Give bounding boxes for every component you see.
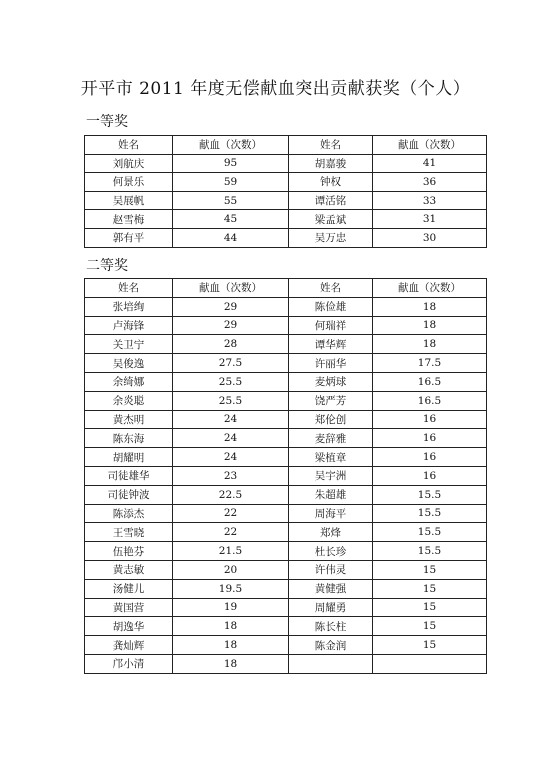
cell-donations: 24 — [173, 410, 289, 429]
cell-donations: 25.5 — [173, 391, 289, 410]
table-row — [85, 654, 487, 673]
cell-donations: 15 — [373, 579, 487, 598]
cell-name: 饶严芳 — [289, 391, 373, 410]
cell-donations: 15 — [373, 560, 487, 579]
cell-donations: 20 — [173, 560, 289, 579]
cell-name: 余绮娜 — [85, 372, 173, 391]
cell-name: 吴俊逸 — [85, 354, 173, 373]
cell-name: 张培绚 — [85, 297, 173, 316]
cell-donations: 19 — [173, 598, 289, 617]
cell-name: 周耀勇 — [289, 598, 373, 617]
cell-name: 胡嘉骏 — [289, 154, 373, 173]
cell-donations: 24 — [173, 429, 289, 448]
cell-donations: 18 — [173, 617, 289, 636]
cell-name: 郭有平 — [85, 228, 173, 247]
table-row — [85, 173, 487, 192]
cell-donations: 95 — [173, 154, 289, 173]
cell-donations — [373, 654, 487, 673]
cell-donations: 41 — [373, 154, 487, 173]
page-title: 开平市 2011 年度无偿献血突出贡献获奖（个人） — [80, 79, 471, 99]
table-row — [85, 335, 487, 354]
table-row — [85, 429, 487, 448]
table-row — [85, 617, 487, 636]
cell-donations: 31 — [373, 210, 487, 229]
table-row — [85, 466, 487, 485]
cell-donations: 28 — [173, 335, 289, 354]
cell-donations: 59 — [173, 173, 289, 192]
cell-donations: 36 — [373, 173, 487, 192]
cell-donations: 55 — [173, 191, 289, 210]
table-row — [85, 354, 487, 373]
cell-donations: 33 — [373, 191, 487, 210]
header-name: 姓名 — [289, 136, 373, 155]
cell-donations: 16 — [373, 466, 487, 485]
cell-name: 黄国营 — [85, 598, 173, 617]
table-header-row — [85, 136, 487, 155]
table-row — [85, 636, 487, 655]
table-row — [85, 485, 487, 504]
cell-name: 陈金润 — [289, 636, 373, 655]
second-prize-heading: 二等奖 — [86, 258, 128, 274]
cell-name: 邝小清 — [85, 654, 173, 673]
cell-name: 吴宇洲 — [289, 466, 373, 485]
cell-name: 杜长珍 — [289, 542, 373, 561]
cell-name: 赵雪梅 — [85, 210, 173, 229]
cell-name: 司徒雄华 — [85, 466, 173, 485]
header-donations: 献血（次数） — [173, 279, 289, 298]
first-prize-table — [84, 135, 487, 248]
cell-donations: 16.5 — [373, 372, 487, 391]
cell-name: 谭活铭 — [289, 191, 373, 210]
cell-name: 许伟灵 — [289, 560, 373, 579]
table-row — [85, 448, 487, 467]
table-row — [85, 542, 487, 561]
cell-name: 黄志敏 — [85, 560, 173, 579]
cell-name: 钟权 — [289, 173, 373, 192]
cell-donations: 15.5 — [373, 542, 487, 561]
cell-donations: 30 — [373, 228, 487, 247]
cell-donations: 45 — [173, 210, 289, 229]
cell-name: 王雪晓 — [85, 523, 173, 542]
cell-name: 陈俭雄 — [289, 297, 373, 316]
header-donations: 献血（次数） — [373, 136, 487, 155]
cell-donations: 18 — [373, 335, 487, 354]
cell-donations: 25.5 — [173, 372, 289, 391]
table-row — [85, 504, 487, 523]
second-prize-table — [84, 278, 487, 674]
cell-donations: 15 — [373, 598, 487, 617]
table-header-row — [85, 279, 487, 298]
cell-name: 卢海锋 — [85, 316, 173, 335]
cell-name: 谭华辉 — [289, 335, 373, 354]
cell-donations: 18 — [373, 297, 487, 316]
cell-donations: 16.5 — [373, 391, 487, 410]
cell-donations: 23 — [173, 466, 289, 485]
cell-name: 陈长柱 — [289, 617, 373, 636]
table-row — [85, 210, 487, 229]
cell-name: 陈东海 — [85, 429, 173, 448]
cell-name: 胡逸华 — [85, 617, 173, 636]
cell-donations: 18 — [373, 316, 487, 335]
cell-donations: 16 — [373, 410, 487, 429]
cell-name: 关卫宁 — [85, 335, 173, 354]
first-prize-heading: 一等奖 — [86, 114, 128, 130]
cell-name: 许丽华 — [289, 354, 373, 373]
cell-donations: 24 — [173, 448, 289, 467]
cell-name: 麦炳球 — [289, 372, 373, 391]
table-row — [85, 316, 487, 335]
cell-name: 周海平 — [289, 504, 373, 523]
cell-donations: 29 — [173, 316, 289, 335]
table-row — [85, 560, 487, 579]
cell-name: 陈添杰 — [85, 504, 173, 523]
table-row — [85, 372, 487, 391]
cell-donations: 16 — [373, 448, 487, 467]
table-row — [85, 579, 487, 598]
cell-name: 汤健儿 — [85, 579, 173, 598]
cell-donations: 15.5 — [373, 504, 487, 523]
cell-donations: 17.5 — [373, 354, 487, 373]
table-row — [85, 154, 487, 173]
table-row — [85, 523, 487, 542]
cell-name: 黄健强 — [289, 579, 373, 598]
table-row — [85, 191, 487, 210]
cell-name: 吴展帆 — [85, 191, 173, 210]
cell-donations: 44 — [173, 228, 289, 247]
table-row — [85, 297, 487, 316]
cell-name: 余炎聪 — [85, 391, 173, 410]
cell-name: 龚灿辉 — [85, 636, 173, 655]
table-row — [85, 410, 487, 429]
cell-name: 黄杰明 — [85, 410, 173, 429]
cell-donations: 15 — [373, 617, 487, 636]
cell-donations: 19.5 — [173, 579, 289, 598]
cell-name: 郑烽 — [289, 523, 373, 542]
cell-name: 梁孟斌 — [289, 210, 373, 229]
cell-donations: 22 — [173, 504, 289, 523]
cell-donations: 16 — [373, 429, 487, 448]
cell-name: 朱超雄 — [289, 485, 373, 504]
cell-name: 刘航庆 — [85, 154, 173, 173]
cell-name: 何瑞祥 — [289, 316, 373, 335]
cell-name: 郑伦创 — [289, 410, 373, 429]
cell-donations: 18 — [173, 654, 289, 673]
cell-donations: 27.5 — [173, 354, 289, 373]
cell-donations: 15.5 — [373, 523, 487, 542]
cell-donations: 18 — [173, 636, 289, 655]
cell-name: 伍艳芬 — [85, 542, 173, 561]
header-donations: 献血（次数） — [373, 279, 487, 298]
cell-name: 麦辞雅 — [289, 429, 373, 448]
cell-donations: 15 — [373, 636, 487, 655]
header-name: 姓名 — [85, 136, 173, 155]
table-row — [85, 391, 487, 410]
cell-name: 何景乐 — [85, 173, 173, 192]
header-name: 姓名 — [289, 279, 373, 298]
cell-donations: 22.5 — [173, 485, 289, 504]
table-row — [85, 228, 487, 247]
cell-name: 胡耀明 — [85, 448, 173, 467]
cell-name: 司徒钟波 — [85, 485, 173, 504]
cell-donations: 22 — [173, 523, 289, 542]
cell-name: 吴万忠 — [289, 228, 373, 247]
cell-name: 梁植章 — [289, 448, 373, 467]
table-row — [85, 598, 487, 617]
cell-donations: 15.5 — [373, 485, 487, 504]
header-donations: 献血（次数） — [173, 136, 289, 155]
header-name: 姓名 — [85, 279, 173, 298]
cell-name — [289, 654, 373, 673]
cell-donations: 29 — [173, 297, 289, 316]
cell-donations: 21.5 — [173, 542, 289, 561]
